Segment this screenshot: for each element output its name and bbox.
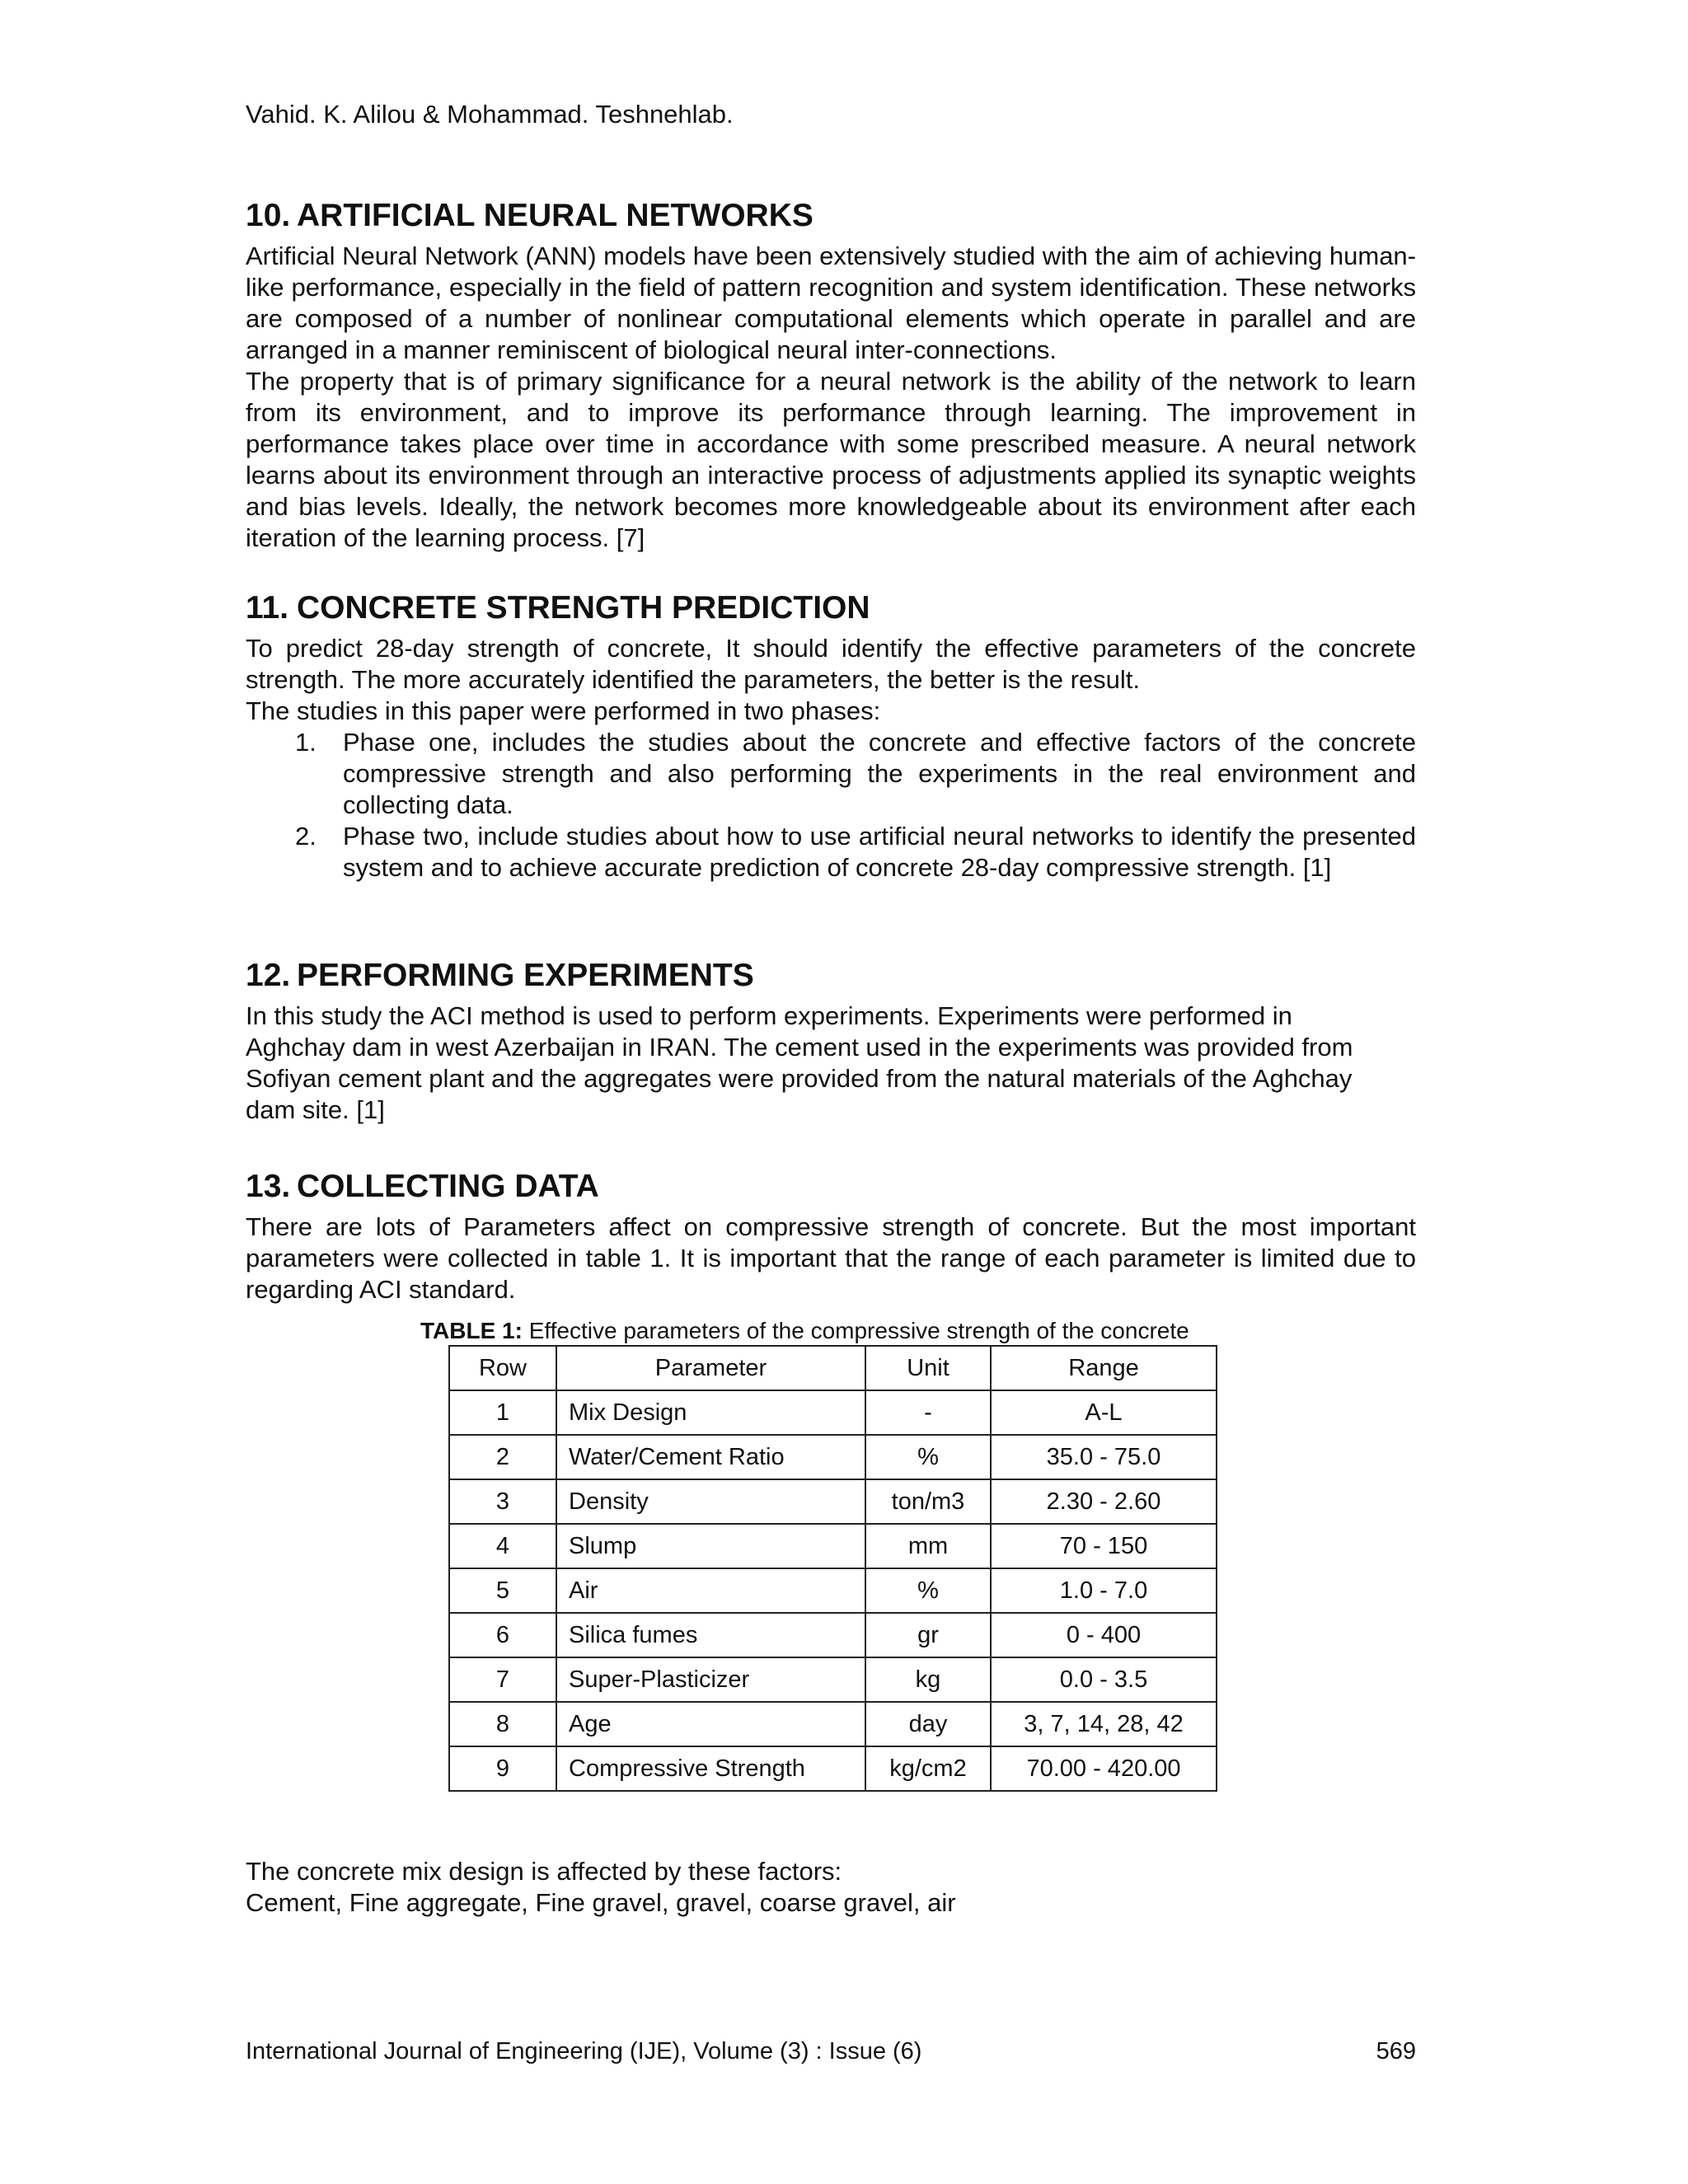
column-header-range: Range xyxy=(991,1346,1217,1390)
running-head-authors: Vahid. K. Alilou & Mohammad. Teshnehlab. xyxy=(246,100,734,129)
paragraph: The concrete mix design is affected by these factors: xyxy=(246,1857,842,1886)
list-marker: 2. xyxy=(295,822,316,851)
cell-unit: gr xyxy=(865,1613,991,1657)
section-artificial-neural-networks xyxy=(246,196,1416,554)
cell-parameter: Air xyxy=(556,1568,865,1613)
table-header-row xyxy=(449,1346,1217,1390)
paragraph: In this study the ACI method is used to perform experiments. Experiments were performed in Aghchay dam in west Azerbaijan in IRAN. The cement used in the experiments was provided from Sofiyan cement plant and the aggregates were provided from the natural materials of the Aghchay dam site. [1] xyxy=(246,1001,1353,1124)
section-title: PERFORMING EXPERIMENTS xyxy=(297,958,754,993)
cell-parameter: Compressive Strength xyxy=(556,1746,865,1791)
table-row xyxy=(449,1479,1217,1524)
table-row xyxy=(449,1435,1217,1479)
paragraph: Cement, Fine aggregate, Fine gravel, gravel, coarse gravel, air xyxy=(246,1888,956,1917)
column-header-unit: Unit xyxy=(865,1346,991,1390)
cell-parameter: Slump xyxy=(556,1524,865,1568)
section-heading xyxy=(246,1167,1416,1207)
cell-unit: % xyxy=(865,1568,991,1613)
cell-unit: day xyxy=(865,1702,991,1746)
table-row xyxy=(449,1746,1217,1791)
cell-parameter: Mix Design xyxy=(556,1390,865,1435)
phases-list xyxy=(246,727,1416,883)
section-heading xyxy=(246,588,1416,628)
parameters-table xyxy=(448,1345,1217,1792)
mix-design-factors xyxy=(246,1856,1416,1919)
paragraph: There are lots of Parameters affect on compressive strength of concrete. But the most important parameters were collected in table 1. It is important that the range of each parameter is limited due to regarding ACI standard. xyxy=(246,1212,1416,1304)
table-caption-text: Effective parameters of the compressive strength of the concrete xyxy=(522,1318,1189,1343)
column-header-row: Row xyxy=(449,1346,556,1390)
table-row xyxy=(449,1390,1217,1435)
cell-unit: kg/cm2 xyxy=(865,1746,991,1791)
cell-range: 2.30 - 2.60 xyxy=(991,1479,1217,1524)
list-item-text: Phase one, includes the studies about the concrete and effective factors of the concrete compressive strength and also performing the experiments in the real environment and collecting data. xyxy=(343,728,1416,819)
cell-row: 4 xyxy=(449,1524,556,1568)
section-title: COLLECTING DATA xyxy=(297,1169,599,1204)
paragraph: The studies in this paper were performed in two phases: xyxy=(246,696,881,725)
paragraph: The property that is of primary significance for a neural network is the ability of the network to learn from its environment, and to improve its performance through learning. The improvement in performance takes place over time in accordance with some prescribed measure. A neural network learns about its environment through an interactive process of adjustments applied its synaptic weights and bias levels. Ideally, the network becomes more knowledgeable about its environment after each iteration of the learning process. [7] xyxy=(246,367,1416,552)
paragraph: To predict 28-day strength of concrete, It should identify the effective parameters of the concrete strength. The more accurately identified the parameters, the better is the result. xyxy=(246,634,1416,694)
cell-parameter: Age xyxy=(556,1702,865,1746)
section-number: 11. xyxy=(246,590,289,626)
cell-row: 6 xyxy=(449,1613,556,1657)
cell-row: 2 xyxy=(449,1435,556,1479)
table-row xyxy=(449,1613,1217,1657)
list-item xyxy=(246,727,1416,821)
cell-unit: kg xyxy=(865,1657,991,1702)
cell-unit: - xyxy=(865,1390,991,1435)
section-title: CONCRETE STRENGTH PREDICTION xyxy=(297,590,870,626)
table-row xyxy=(449,1702,1217,1746)
column-header-parameter: Parameter xyxy=(556,1346,865,1390)
section-number: 12. xyxy=(246,958,291,993)
table-row xyxy=(449,1524,1217,1568)
cell-range: 1.0 - 7.0 xyxy=(991,1568,1217,1613)
table-row xyxy=(449,1657,1217,1702)
cell-parameter: Super-Plasticizer xyxy=(556,1657,865,1702)
section-number: 10. xyxy=(246,198,291,233)
list-item-text: Phase two, include studies about how to use artificial neural networks to identify the presented system and to achieve accurate prediction of concrete 28-day compressive strength. [1] xyxy=(343,822,1416,882)
cell-range: 70.00 - 420.00 xyxy=(991,1746,1217,1791)
paragraph: Artificial Neural Network (ANN) models have been extensively studied with the aim of achieving human-like performance, especially in the field of pattern recognition and system identification. These networks are composed of a number of nonlinear computational elements which operate in parallel and are arranged in a manner reminiscent of biological neural inter-connections. xyxy=(246,241,1416,364)
list-marker: 1. xyxy=(295,728,316,757)
cell-row: 1 xyxy=(449,1390,556,1435)
cell-row: 7 xyxy=(449,1657,556,1702)
cell-range: 35.0 - 75.0 xyxy=(991,1435,1217,1479)
page-number: 569 xyxy=(1376,2038,1416,2064)
cell-range: 70 - 150 xyxy=(991,1524,1217,1568)
cell-row: 8 xyxy=(449,1702,556,1746)
cell-unit: ton/m3 xyxy=(865,1479,991,1524)
footer-journal: International Journal of Engineering (IJE), Volume (3) : Issue (6) xyxy=(246,2038,922,2064)
section-title: ARTIFICIAL NEURAL NETWORKS xyxy=(297,198,814,233)
section-concrete-strength-prediction xyxy=(246,588,1416,883)
cell-range: 3, 7, 14, 28, 42 xyxy=(991,1702,1217,1746)
cell-range: 0 - 400 xyxy=(991,1613,1217,1657)
table-caption-label: TABLE 1: xyxy=(420,1318,523,1343)
cell-parameter: Water/Cement Ratio xyxy=(556,1435,865,1479)
section-performing-experiments xyxy=(246,956,1416,1126)
cell-row: 5 xyxy=(449,1568,556,1613)
table-caption xyxy=(420,1317,1245,1345)
cell-range: A-L xyxy=(991,1390,1217,1435)
table-1 xyxy=(420,1317,1245,1792)
cell-range: 0.0 - 3.5 xyxy=(991,1657,1217,1702)
cell-parameter: Density xyxy=(556,1479,865,1524)
section-heading xyxy=(246,196,1416,236)
section-heading xyxy=(246,956,1416,996)
section-number: 13. xyxy=(246,1169,291,1204)
list-item xyxy=(246,821,1416,883)
cell-row: 9 xyxy=(449,1746,556,1791)
cell-row: 3 xyxy=(449,1479,556,1524)
cell-unit: mm xyxy=(865,1524,991,1568)
cell-parameter: Silica fumes xyxy=(556,1613,865,1657)
table-row xyxy=(449,1568,1217,1613)
cell-unit: % xyxy=(865,1435,991,1479)
section-collecting-data xyxy=(246,1167,1416,1305)
